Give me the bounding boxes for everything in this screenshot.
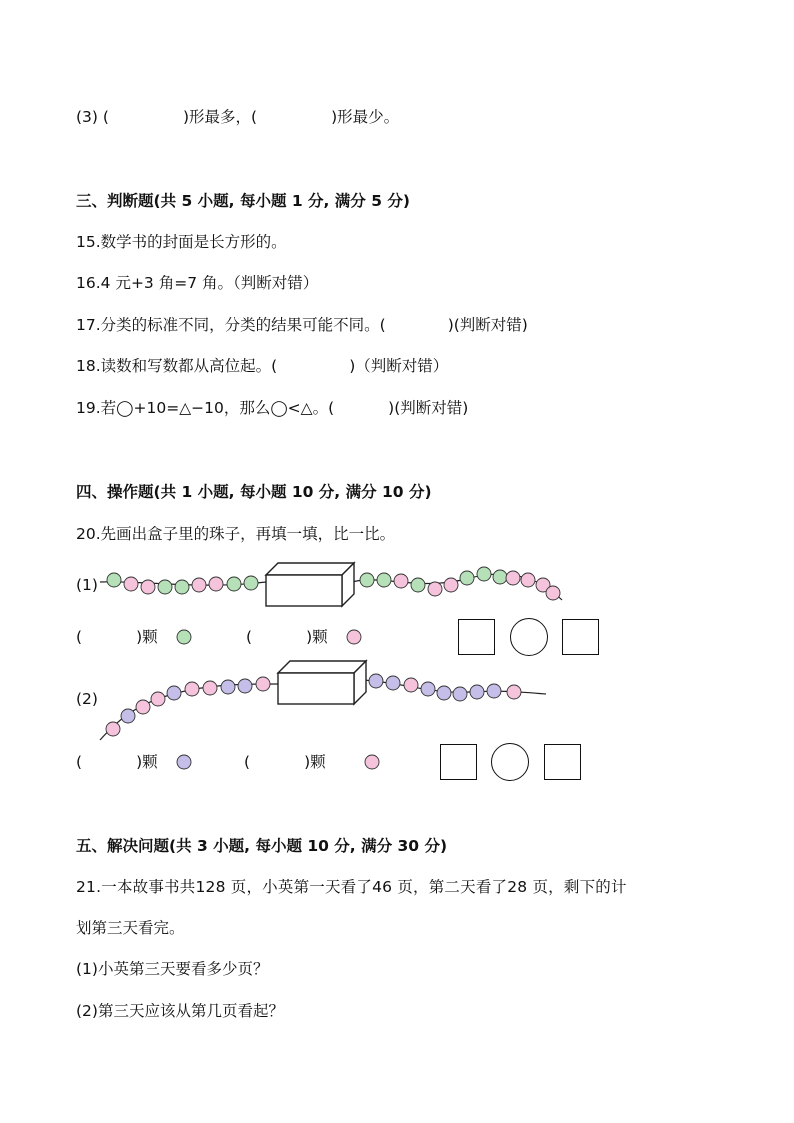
fig1-bead-2 (124, 577, 138, 591)
fig2-bead-17 (470, 685, 484, 699)
fig2-bead-6 (185, 682, 199, 696)
fig2-bead-16 (453, 687, 467, 701)
fig2-answer-box-left[interactable] (440, 744, 477, 780)
fig1-bead-3 (141, 580, 155, 594)
section5-title: 五、解决问题(共 3 小题, 每小题 10 分, 满分 30 分) (76, 837, 448, 855)
fig1-compare-circle[interactable] (510, 618, 548, 656)
fig1-bead-10 (360, 573, 374, 587)
legend-green-bead (177, 630, 191, 644)
section3-title: 三、判断题(共 5 小题, 每小题 1 分, 满分 5 分) (76, 192, 410, 210)
q21-line2: 划第三天看完。 (76, 919, 185, 937)
fig1-bead-16 (460, 571, 474, 585)
q3-close1: )形最多， (182, 108, 252, 126)
fig1-bead-9 (244, 576, 258, 590)
fig2-bead-3 (136, 700, 150, 714)
q16: 16.4 元+3 角=7 角。（判断对错） (76, 274, 319, 292)
fig2-bead-9 (238, 679, 252, 693)
q19-text: 19.若◯+10=△−10，那么◯<△。( (76, 399, 335, 417)
fig1-bead-18 (493, 570, 507, 584)
fig2-bead-4 (151, 692, 165, 706)
fig1-bead-11 (377, 573, 391, 587)
part1-label: (1) (76, 576, 98, 594)
fig1-bead-15 (444, 578, 458, 592)
fig1-bead-14 (428, 582, 442, 596)
q18-tail: )（判断对错） (349, 357, 449, 375)
q21-line1: 21.一本故事书共128 页，小英第一天看了46 页，第二天看了28 页，剩下的计 (76, 878, 627, 896)
fig1-pink-count: ( )颗 (246, 628, 328, 646)
q21-sub2: (2)第三天应该从第几页看起？ (76, 1002, 284, 1020)
fig1-bead-1 (107, 573, 121, 587)
box-1 (266, 563, 354, 606)
section4-title: 四、操作题(共 1 小题, 每小题 10 分, 满分 10 分) (76, 483, 432, 501)
fig1-bead-7 (209, 577, 223, 591)
fig2-bead-13 (404, 678, 418, 692)
q17-text: 17.分类的标准不同，分类的结果可能不同。( (76, 316, 386, 334)
fig2-pink-count: ( )颗 (244, 753, 326, 771)
q20: 20.先画出盒子里的珠子，再填一填，比一比。 (76, 525, 396, 543)
q19-tail: )(判断对错) (388, 399, 469, 417)
fig1-bead-20 (521, 573, 535, 587)
fig2-bead-1 (106, 722, 120, 736)
fig2-bead-15 (437, 686, 451, 700)
fig1-bead-5 (175, 580, 189, 594)
q3-open2: ( (251, 108, 258, 126)
fig1-bead-8 (227, 577, 241, 591)
fig2-bead-12 (386, 676, 400, 690)
fig2-bead-10 (256, 677, 270, 691)
fig2-bead-7 (203, 681, 217, 695)
fig2-answer-box-right[interactable] (544, 744, 581, 780)
legend-pink-bead-1 (347, 630, 361, 644)
legend-pink-bead-2 (365, 755, 379, 769)
fig1-bead-22 (546, 586, 560, 600)
fig2-purple-count: ( )颗 (76, 753, 158, 771)
fig2-bead-18 (487, 684, 501, 698)
fig1-bead-13 (411, 578, 425, 592)
q3-prefix: (3) (76, 108, 98, 126)
q17-tail: )(判断对错) (447, 316, 528, 334)
q3-open1: ( (102, 108, 109, 126)
fig2-bead-8 (221, 680, 235, 694)
fig2-bead-11 (369, 674, 383, 688)
fig2-bead-19 (507, 685, 521, 699)
fig1-bead-6 (192, 578, 206, 592)
fig2-bead-2 (121, 709, 135, 723)
fig1-green-count: ( )颗 (76, 628, 158, 646)
fig1-bead-17 (477, 567, 491, 581)
q3-close2: )形最少。 (331, 108, 400, 126)
fig1-answer-box-left[interactable] (458, 619, 495, 655)
fig2-bead-5 (167, 686, 181, 700)
part2-label: (2) (76, 690, 98, 708)
fig1-bead-19 (506, 571, 520, 585)
fig1-answer-box-right[interactable] (562, 619, 599, 655)
fig1-bead-4 (158, 580, 172, 594)
q21-sub1: (1)小英第三天要看多少页？ (76, 960, 269, 978)
fig2-bead-14 (421, 682, 435, 696)
fig2-compare-circle[interactable] (491, 743, 529, 781)
fig1-bead-12 (394, 574, 408, 588)
q18-text: 18.读数和写数都从高位起。( (76, 357, 278, 375)
box-2 (278, 661, 366, 704)
q15: 15.数学书的封面是长方形的。 (76, 233, 287, 251)
legend-purple-bead (177, 755, 191, 769)
